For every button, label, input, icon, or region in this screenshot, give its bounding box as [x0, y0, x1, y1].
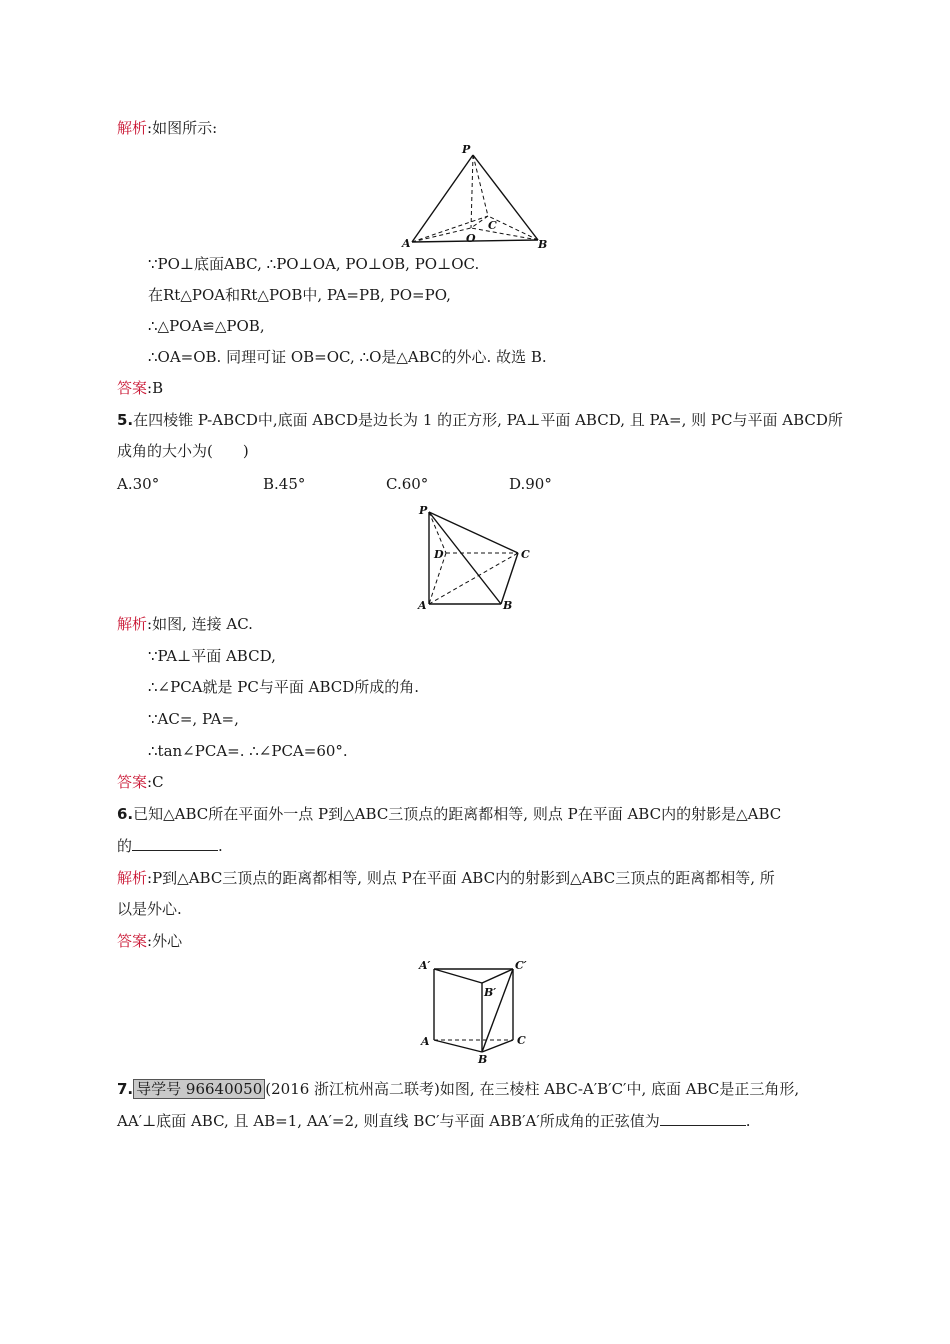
q5-option-b: B.45°	[263, 475, 306, 493]
q5-stem-line-2: 成角的大小为( )	[117, 442, 249, 460]
q5-line-4: ∴tan∠PCA=. ∴∠PCA=60°.	[148, 742, 348, 760]
q4-jiexi-text: :如图所示:	[147, 119, 218, 137]
q4-answer-line	[117, 378, 163, 398]
q4-label-a: A	[402, 237, 411, 250]
q5-answer-text: :C	[147, 773, 164, 791]
q6-stem-line-2	[117, 836, 223, 856]
q5-label-c: C	[521, 548, 530, 561]
q6-stem-suffix: .	[218, 837, 223, 855]
q4-line-1: ∵PO⊥底面ABC, ∴PO⊥OA, PO⊥OB, PO⊥OC.	[148, 255, 480, 273]
q4-answer-label: 答案	[117, 379, 148, 397]
q6-jiexi-label: 解析	[117, 869, 148, 887]
q7-label-a1: A′	[419, 959, 431, 972]
q7-stem-text-1: (2016 浙江杭州高二联考)如图, 在三棱柱 ABC-A′B′C′中, 底面 ABC是正三角形,	[265, 1080, 800, 1098]
q5-option-d: D.90°	[509, 475, 552, 493]
q5-option-c: C.60°	[386, 475, 429, 493]
q5-label-p: P	[419, 504, 428, 517]
q6-answer-label: 答案	[117, 932, 148, 950]
q5-jiexi-text: :如图, 连接 AC.	[147, 615, 253, 633]
q4-label-o: O	[466, 232, 476, 245]
q6-answer-line	[117, 931, 182, 951]
q5-answer-label: 答案	[117, 773, 148, 791]
q7-stem-suffix: .	[745, 1112, 751, 1130]
q4-label-c: C	[488, 219, 497, 232]
q6-number: 6.	[117, 805, 134, 823]
q7-label-c: C	[517, 1034, 526, 1047]
q7-answer-blank	[660, 1111, 746, 1126]
q4-line-3: ∴△POA≌△POB,	[148, 317, 265, 335]
q6-answer-blank	[132, 836, 218, 851]
q5-jiexi-line	[117, 614, 253, 634]
q6-jiexi-text-1: :P到△ABC三顶点的距离都相等, 则点 P在平面 ABC内的射影到△ABC三顶点的距离都相等, 所	[147, 869, 775, 887]
q6-stem-text-1: 已知△ABC所在平面外一点 P到△ABC三顶点的距离都相等, 则点 P在平面 ABC内的射影是△ABC	[133, 805, 782, 823]
q7-label-c1: C′	[515, 959, 527, 972]
q5-label-d: D	[434, 548, 444, 561]
q4-answer-text: :B	[147, 379, 164, 397]
q5-option-a: A.30°	[117, 475, 160, 493]
q6-jiexi-line-1	[117, 868, 775, 888]
q5-stem-text-1: 在四棱锥 P-ABCD中,底面 ABCD是边长为 1 的正方形, PA⊥平面 ABCD, 且 PA=, 则 PC与平面 ABCD所	[133, 411, 843, 429]
q6-stem-line-1	[117, 804, 781, 824]
q6-stem-prefix: 的	[117, 837, 133, 855]
q4-jiexi-label: 解析	[117, 119, 148, 137]
q5-line-1: ∵PA⊥平面 ABCD,	[148, 647, 276, 665]
q7-stem-line-1	[117, 1079, 799, 1099]
q4-line-2: 在Rt△POA和Rt△POB中, PA=PB, PO=PO,	[148, 286, 451, 304]
q5-label-b: B	[503, 599, 513, 612]
q5-answer-line	[117, 772, 164, 792]
q5-jiexi-label: 解析	[117, 615, 148, 633]
q5-stem-line-1	[117, 410, 843, 430]
q5-pyramid-figure	[410, 500, 540, 615]
q5-number: 5.	[117, 411, 134, 429]
q7-number: 7.	[117, 1080, 134, 1098]
q7-stem-line-2	[117, 1111, 751, 1131]
q5-line-3: ∵AC=, PA=,	[148, 710, 239, 728]
q4-jiexi-line	[117, 118, 217, 138]
q4-label-p: P	[462, 143, 471, 156]
q7-stem-prefix: AA′⊥底面 ABC, 且 AB=1, AA′=2, 则直线 BC′与平面 ABB′A′所成角的正弦值为	[117, 1112, 660, 1130]
q5-line-2: ∴∠PCA就是 PC与平面 ABCD所成的角.	[148, 678, 420, 696]
q7-label-b1: B′	[484, 986, 497, 999]
q6-answer-text: :外心	[147, 932, 183, 950]
q5-label-a: A	[418, 599, 427, 612]
q4-pyramid-figure	[398, 143, 554, 251]
q7-prism-figure	[414, 957, 542, 1065]
q7-label-a: A	[421, 1035, 430, 1048]
q7-guide-tag[interactable]: 导学号 96640050	[133, 1079, 265, 1099]
q4-line-4: ∴OA=OB. 同理可证 OB=OC, ∴O是△ABC的外心. 故选 B.	[148, 348, 547, 366]
q4-label-b: B	[538, 238, 548, 251]
q6-jiexi-line-2: 以是外心.	[117, 900, 182, 918]
q7-label-b: B	[478, 1053, 488, 1065]
